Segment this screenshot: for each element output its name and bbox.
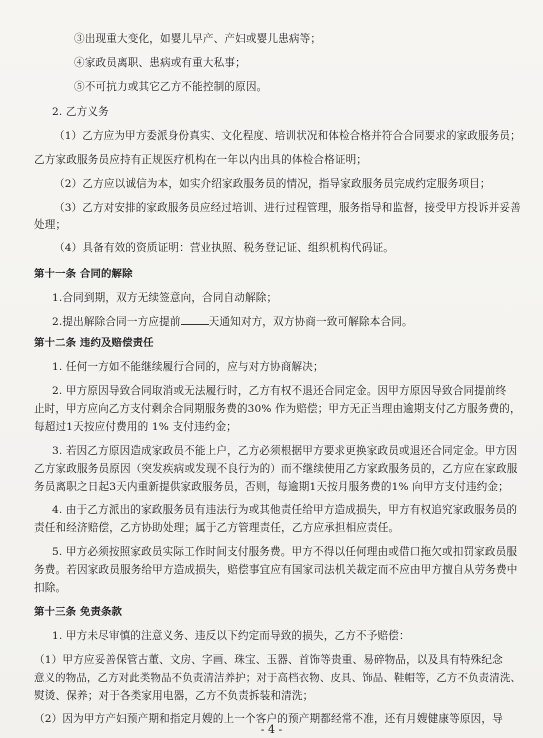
article-11-item-2-suffix: 天通知对方，双方协商一致可解除本合同。 — [208, 316, 413, 328]
party-b-duty-1: （1）乙方应为甲方委派身份真实、文化程度、培训状况和体检合格并符合合同要求的家政服务员； — [54, 130, 521, 142]
party-b-duty-3: （3）乙方对安排的家政服务员应经过培训、进行过程管理，服务指导和监督，接受甲方投诉并妥善 — [54, 202, 521, 214]
article-13-item-1: 1. 甲方未尽审慎的注意义务、违反以下约定而导致的损失，乙方不予赔偿： — [52, 630, 410, 642]
party-b-duty-2: （2）乙方应以诚信为本，如实介绍家政服务员的情况，指导家政服务员完成约定服务项目； — [54, 178, 491, 190]
article-12-item-4: 4. 由于乙方派出的家政服务员有违法行为或其他责任给甲方造成损失，甲方有权追究家政服务员的 — [52, 504, 518, 516]
article-12-item-5-cont2: 扣除。 — [34, 582, 67, 594]
article-13-sub-2: （2）因为甲方产妇预产期和指定月嫂的上一个客户的预产期都经常不准，还有月嫂健康等原因，导 — [34, 713, 503, 725]
article-13-sub-1: （1）甲方应妥善保管古董、文房、字画、珠宝、玉器、首饰等贵重、易碎物品，以及具有特殊纪念 — [34, 654, 503, 666]
article-12-item-5: 5. 甲方必须按照家政员实际工作时间支付服务费。甲方不得以任何理由或借口拖欠或扣罚家政员服 — [52, 546, 518, 558]
section-heading-party-b: 2. 乙方义务 — [52, 106, 109, 118]
party-b-duty-4: （4）具备有效的资质证明：营业执照、税务登记证、组织机构代码证。 — [54, 242, 394, 254]
article-11-item-2-prefix: 2.提出解除合同一方应提前 — [52, 316, 181, 328]
article-12-item-1: 1. 任何一方如不能继续履行合同的，应与对方协商解决； — [52, 361, 324, 373]
article-12-item-3: 3. 若因乙方原因造成家政员不能上户，乙方必须根据甲方要求更换家政员或退还合同定金。甲方因 — [52, 445, 518, 457]
clause-item-4: ④家政员离职、患病或有重大私事； — [74, 57, 246, 69]
notice-days-blank — [181, 314, 209, 325]
article-12-item-5-cont1: 务费。若因家政员服务给甲方造成损失，赔偿事宜应有国家司法机关裁定而不应由甲方擅自从劳务费中 — [34, 564, 518, 576]
article-12-item-4-cont: 责任和经济赔偿，乙方协助处理；属于乙方管理责任，乙方应承担相应责任。 — [34, 522, 400, 534]
clause-item-5: ⑤不可抗力或其它乙方不能控制的原因。 — [74, 81, 268, 93]
article-11-item-2 — [52, 314, 413, 329]
article-11-title: 第十一条 合同的解除 — [34, 268, 133, 280]
article-12-item-3-cont2: 务员离职之日起3天内重新提供家政服务员，否则，每逾期1天按月服务费的1% 向甲方支付违约金； — [34, 481, 509, 493]
article-12-item-2-cont1: 止时，甲方应向乙方支付剩余合同期服务费的30% 作为赔偿；甲方无正当理由逾期支付乙方服务费的， — [34, 403, 521, 415]
clause-item-3: ③出现重大变化，如婴儿早产、产妇或婴儿患病等； — [74, 33, 322, 45]
party-b-duty-3-cont: 处理； — [34, 219, 67, 231]
party-b-duty-1-cont: 乙方家政服务员应持有正规医疗机构在一年以内出具的体检合格证明； — [34, 154, 368, 166]
article-13-sub-1-cont2: 熨烫、保养；对于各类家用电器，乙方不负责拆装和清洗； — [34, 690, 314, 702]
page-number: - 4 - — [260, 723, 283, 736]
article-12-item-2-cont2: 每超过1天按应付费用的 1% 支付违约金； — [34, 421, 237, 433]
article-12-title: 第十二条 违约及赔偿责任 — [34, 337, 154, 349]
article-12-item-3-cont1: 乙方家政服务员原因（突发疾病或发现不良行为的）而不继续使用乙方家政服务员的，乙方应在家政服 — [34, 463, 518, 475]
article-12-item-2: 2. 甲方原因导致合同取消或无法履行时，乙方有权不退还合同定金。因甲方原因导致合同提前终 — [52, 385, 507, 397]
article-13-title: 第十三条 免责条款 — [34, 606, 123, 618]
article-13-sub-1-cont1: 意义的物品，乙方对此类物品不负责清洁养护；对于高档衣物、皮具、饰品、鞋帽等，乙方不负责清洗、 — [34, 672, 522, 684]
article-11-item-1: 1.合同到期，双方无续签意向，合同自动解除； — [52, 292, 278, 304]
